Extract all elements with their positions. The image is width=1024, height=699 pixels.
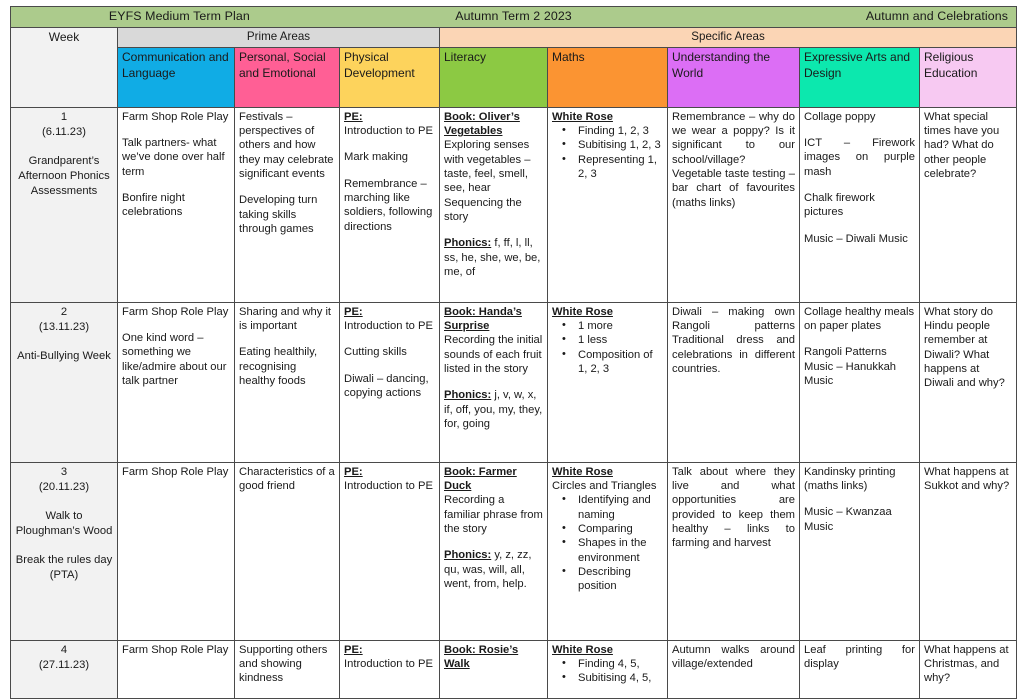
- psed-cell: [235, 107, 340, 302]
- pe-label: PE:: [344, 305, 363, 318]
- psed-cell: [235, 302, 340, 462]
- week-note-secondary: Break the rules day (PTA): [15, 554, 113, 582]
- subject-header-psed: Personal, Social and Emotional: [235, 47, 340, 107]
- cell-paragraph: Sharing and why it is important: [239, 305, 332, 333]
- communication-cell: [118, 107, 235, 302]
- cell-paragraph: Talk partners- what we’ve done over half term: [122, 137, 225, 178]
- maths-cell: [548, 302, 668, 462]
- week-note: Anti-Bullying Week: [17, 350, 111, 363]
- doc-title-term: Autumn Term 2 2023: [455, 8, 572, 23]
- cell-paragraph: Autumn walks around village/extended: [672, 643, 795, 671]
- maths-objective-item: • Identifying and naming: [576, 493, 663, 522]
- week-number: 1: [60, 110, 68, 123]
- pe-heading-block: PE: Introduction to PE: [344, 643, 433, 671]
- expressive-arts-cell: [800, 462, 920, 640]
- week-cell: [11, 462, 118, 640]
- cell-paragraph: Diwali – making own Rangoli patterns Traditional dress and celebrations in different countries.: [672, 305, 795, 376]
- week-date: (20.11.23): [38, 480, 90, 493]
- communication-cell: [118, 462, 235, 640]
- week-date: (6.11.23): [42, 125, 86, 138]
- week-note: Walk to Ploughman’s Wood: [15, 510, 113, 538]
- week-column-header: Week: [11, 28, 118, 108]
- cell-paragraph: Collage healthy meals on paper plates: [804, 305, 915, 333]
- book-heading: Book: Oliver’s Vegetables: [444, 110, 520, 138]
- understanding-world-cell: [668, 462, 800, 640]
- communication-cell: [118, 640, 235, 698]
- expressive-arts-cell: [800, 302, 920, 462]
- book-heading: Book: Farmer Duck: [444, 465, 517, 493]
- maths-scheme-heading: White Rose: [552, 643, 613, 656]
- pe-label: PE:: [344, 465, 363, 478]
- cell-paragraph: Farm Shop Role Play: [122, 643, 229, 656]
- maths-objective-list: [552, 493, 663, 593]
- maths-objective-list: [552, 319, 663, 376]
- subject-header-communication: Communication and Language: [118, 47, 235, 107]
- cell-paragraph: What happens at Sukkot and why?: [924, 465, 1010, 493]
- understanding-world-cell: [668, 640, 800, 698]
- week-number: 4: [60, 643, 68, 656]
- cell-paragraph: Remembrance – why do we wear a poppy? Is it significant to our school/village? Vegetable taste testing – bar chart of favourites (maths links): [672, 110, 795, 209]
- cell-paragraph: What happens at Christmas, and why?: [924, 643, 1009, 685]
- cell-paragraph: Mark making: [344, 151, 409, 164]
- cell-paragraph: Developing turn taking skills through games: [239, 194, 318, 236]
- cell-paragraph: Rangoli Patterns Music – Hanukkah Music: [804, 346, 897, 388]
- week-number: 2: [60, 305, 68, 318]
- phonics-block: Phonics: j, v, w, x, if, off, you, my, they, for, going: [444, 389, 543, 431]
- religious-education-cell: [920, 107, 1017, 302]
- cell-paragraph: What story do Hindu people remember at Diwali? What happens at Diwali and why?: [924, 305, 1005, 390]
- subject-header-re: Religious Education: [920, 47, 1017, 107]
- cell-paragraph: What special times have you had? What do other people celebrate?: [924, 110, 1000, 181]
- book-heading: Book: Handa’s Surprise: [444, 305, 522, 333]
- cell-paragraph: One kind word – something we like/admire about our talk partner: [122, 332, 227, 388]
- maths-objective-list: [552, 124, 663, 181]
- cell-paragraph: Kandinsky printing (maths links): [804, 465, 896, 493]
- maths-scheme-heading: White Rose: [552, 305, 613, 318]
- phonics-block: Phonics: f, ff, l, ll, ss, he, she, we, be, me, of: [444, 237, 541, 279]
- literacy-cell: [440, 107, 548, 302]
- week-cell: [11, 302, 118, 462]
- expressive-arts-cell: [800, 640, 920, 698]
- phonics-label: Phonics:: [444, 237, 492, 250]
- subject-header-row: [11, 47, 1017, 107]
- cell-paragraph: Remembrance – marching like soldiers, following directions: [344, 177, 433, 233]
- book-block: Book: Oliver’s Vegetables Exploring senses with vegetables – taste, feel, smell, see, hear Sequencing the story: [444, 110, 531, 224]
- week-number: 3: [60, 465, 68, 478]
- week-note: Grandparent’s Afternoon Phonics Assessments: [18, 155, 110, 198]
- maths-objective-item: • Representing 1, 2, 3: [576, 153, 663, 182]
- cell-paragraph: Characteristics of a good friend: [239, 465, 335, 493]
- pe-heading-block: PE: Introduction to PE: [344, 465, 433, 493]
- maths-scheme-heading: White Rose: [552, 110, 613, 123]
- subject-header-physical: Physical Development: [340, 47, 440, 107]
- group-header-prime-areas: Prime Areas: [118, 28, 440, 48]
- cell-paragraph: Eating healthily, recognising healthy foods: [239, 346, 318, 388]
- physical-cell: [340, 462, 440, 640]
- understanding-world-cell: [668, 107, 800, 302]
- book-block: Book: Farmer Duck Recording a familiar phrase from the story: [444, 465, 543, 536]
- table-row: [11, 462, 1017, 640]
- maths-objective-item: • 1 less: [576, 333, 663, 347]
- maths-objective-item: • Subitising 1, 2, 3: [576, 138, 663, 152]
- medium-term-plan-table: [10, 6, 1017, 699]
- title-band-cell: [11, 7, 1017, 28]
- maths-objective-item: • Comparing: [576, 522, 663, 536]
- expressive-arts-cell: [800, 107, 920, 302]
- literacy-cell: [440, 640, 548, 698]
- cell-paragraph: Diwali – dancing, copying actions: [344, 372, 429, 400]
- doc-title-theme: Autumn and Celebrations: [865, 8, 1009, 23]
- maths-objective-item: • Composition of 1, 2, 3: [576, 348, 663, 377]
- week-cell: [11, 640, 118, 698]
- group-header-row: [11, 28, 1017, 48]
- cell-paragraph: Leaf printing for display: [804, 643, 915, 671]
- subject-header-ead: Expressive Arts and Design: [800, 47, 920, 107]
- maths-objective-item: • Subitising 4, 5,: [576, 671, 663, 685]
- maths-cell: [548, 462, 668, 640]
- cell-paragraph: Festivals – perspectives of others and how they may celebrate significant events: [239, 110, 334, 181]
- phonics-label: Phonics:: [444, 389, 492, 402]
- religious-education-cell: [920, 302, 1017, 462]
- religious-education-cell: [920, 462, 1017, 640]
- pe-label: PE:: [344, 110, 363, 123]
- pe-label: PE:: [344, 643, 363, 656]
- psed-cell: [235, 462, 340, 640]
- group-header-specific-areas: Specific Areas: [440, 28, 1017, 48]
- subject-header-utw: Understanding the World: [668, 47, 800, 107]
- literacy-cell: [440, 462, 548, 640]
- phonics-label: Phonics:: [444, 549, 492, 562]
- maths-objective-item: • Shapes in the environment: [576, 536, 663, 565]
- literacy-cell: [440, 302, 548, 462]
- subject-header-maths: Maths: [548, 47, 668, 107]
- maths-cell: [548, 640, 668, 698]
- week-date: (27.11.23): [38, 658, 90, 671]
- physical-cell: [340, 640, 440, 698]
- cell-paragraph: Farm Shop Role Play: [122, 110, 229, 123]
- cell-paragraph: Farm Shop Role Play: [122, 465, 229, 478]
- week-cell: [11, 107, 118, 302]
- cell-paragraph: Farm Shop Role Play: [122, 305, 229, 318]
- pe-heading-block: PE: Introduction to PE: [344, 305, 433, 333]
- book-heading: Book: Rosie’s Walk: [444, 643, 519, 671]
- title-row: [11, 7, 1017, 28]
- maths-objective-item: • Finding 4, 5,: [576, 657, 663, 671]
- week-date: (13.11.23): [38, 320, 90, 333]
- cell-paragraph: Music – Kwanzaa Music: [804, 506, 892, 533]
- phonics-block: Phonics: y, z, zz, qu, was, will, all, went, from, help.: [444, 549, 532, 591]
- doc-title-left: EYFS Medium Term Plan: [108, 8, 250, 23]
- cell-paragraph: Collage poppy: [804, 110, 876, 123]
- table-row: [11, 107, 1017, 302]
- understanding-world-cell: [668, 302, 800, 462]
- cell-paragraph: Music – Diwali Music: [804, 232, 908, 245]
- maths-objective-list: [552, 657, 663, 686]
- religious-education-cell: [920, 640, 1017, 698]
- maths-cell: [548, 107, 668, 302]
- table-row: [11, 640, 1017, 698]
- maths-objective-item: • Describing position: [576, 565, 663, 594]
- table-row: [11, 302, 1017, 462]
- cell-paragraph: Bonfire night celebrations: [122, 192, 185, 219]
- maths-scheme-heading: White Rose Circles and Triangles: [552, 465, 657, 493]
- cell-paragraph: Cutting skills: [344, 346, 407, 359]
- maths-objective-item: • 1 more: [576, 319, 663, 333]
- book-block: [444, 643, 543, 672]
- book-block: Book: Handa’s Surprise Recording the initial sounds of each fruit listed in the story: [444, 305, 543, 376]
- pe-heading-block: PE: Introduction to PE: [344, 110, 433, 138]
- cell-paragraph: Supporting others and showing kindness: [239, 643, 328, 685]
- cell-paragraph: Chalk firework pictures: [804, 192, 875, 219]
- maths-objective-item: • Finding 1, 2, 3: [576, 124, 663, 138]
- psed-cell: [235, 640, 340, 698]
- physical-cell: [340, 302, 440, 462]
- subject-header-literacy: Literacy: [440, 47, 548, 107]
- communication-cell: [118, 302, 235, 462]
- physical-cell: [340, 107, 440, 302]
- cell-paragraph: ICT – Firework images on purple mash: [804, 137, 915, 178]
- cell-paragraph: Talk about where they live and what opportunities are provided to keep them healthy – links to farming and harvest: [672, 465, 795, 550]
